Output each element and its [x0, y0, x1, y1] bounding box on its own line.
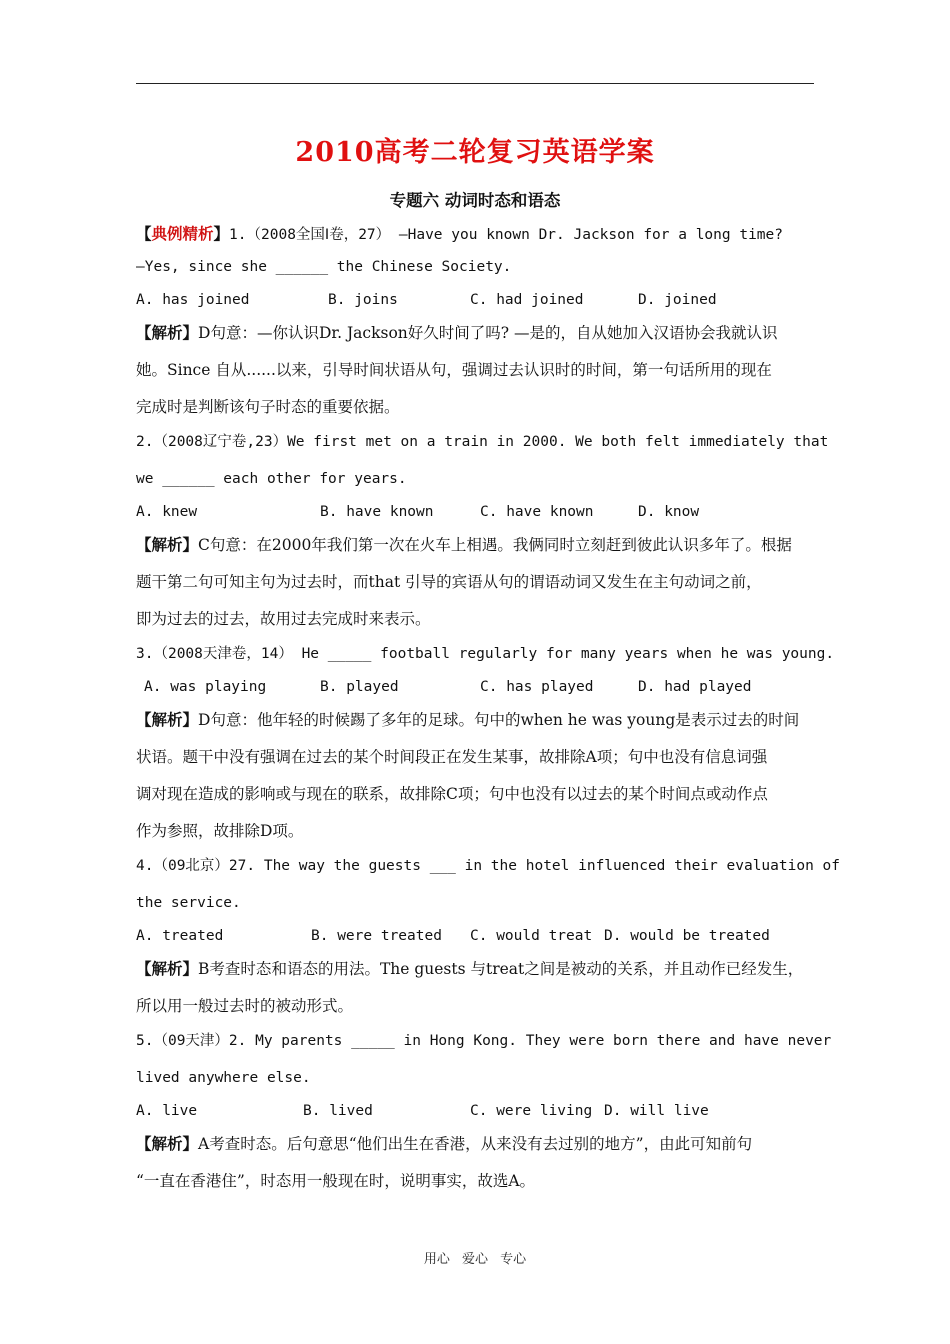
- question-3-analysis-line-2: 状语。题干中没有强调在过去的某个时间段正在发生某事，故排除A项；句中也没有信息词强: [136, 748, 768, 766]
- question-1-analysis-line-3: 完成时是判断该句子时态的重要依据。: [136, 398, 400, 416]
- question-1-line-2: —Yes, since she ______ the Chinese Society.: [136, 259, 512, 275]
- question-1-analysis-line-2: 她。Since 自从......以来，引导时间状语从句，强调过去认识时的时间，第一句话所用的现在: [136, 361, 772, 379]
- question-3-analysis-line-1: 【解析】D句意：他年轻的时候踢了多年的足球。句中的when he was young是表示过去的时间: [136, 710, 800, 729]
- question-5-option-a: A. live: [136, 1103, 198, 1119]
- question-1-analysis-line-1: 【解析】D句意：—你认识Dr. Jackson好久时间了吗? —是的，自从她加入汉语协会我就认识: [136, 323, 778, 342]
- question-4-line-1: 4.（09北京）27. The way the guests ___ in the hotel influenced their evaluation of: [136, 858, 841, 874]
- page-subtitle: 专题六 动词时态和语态: [389, 191, 561, 210]
- section-tag: 典例精析: [151, 224, 214, 243]
- question-1-option-c: C. had joined: [470, 292, 584, 308]
- header-rule: [136, 83, 814, 84]
- question-2-analysis-line-2: 题干第二句可知主句为过去时，而that 引导的宾语从句的谓语动词又发生在主句动词之前，: [136, 573, 762, 591]
- question-1-line-1: 【典例精析】1.（2008全国Ⅰ卷，27） —Have you known Dr. Jackson for a long time?: [136, 224, 783, 243]
- question-1-option-d: D. joined: [638, 292, 717, 308]
- question-5-line-2: lived anywhere else.: [136, 1070, 311, 1086]
- question-2-analysis-line-1: 【解析】C句意：在2000年我们第一次在火车上相遇。我俩同时立刻赶到彼此认识多年了。根据: [136, 535, 792, 554]
- page-footer: 用心 爱心 专心: [423, 1252, 527, 1267]
- question-4-analysis-line-1: 【解析】B考查时态和语态的用法。The guests 与treat之间是被动的关系，并且动作已经发生，: [136, 959, 804, 978]
- question-2-option-c: C. have known: [480, 504, 594, 520]
- question-2-option-d: D. know: [638, 504, 700, 520]
- question-5-option-b: B. lived: [303, 1103, 373, 1119]
- question-5-analysis-line-1: 【解析】A考查时态。后句意思“他们出生在香港，从来没有去过别的地方”，由此可知前句: [136, 1134, 753, 1153]
- question-4-analysis-line-2: 所以用一般过去时的被动形式。: [136, 997, 354, 1015]
- question-3-option-c: C. has played: [480, 679, 594, 695]
- question-2-line-2: we ______ each other for years.: [136, 471, 407, 487]
- question-1-option-a: A. has joined: [136, 292, 250, 308]
- question-2-option-a: A. knew: [136, 504, 198, 520]
- question-3-analysis-line-4: 作为参照，故排除D项。: [136, 822, 304, 840]
- page-title: 2010高考二轮复习英语学案: [295, 137, 655, 168]
- question-3-line-1: 3.（2008天津卷，14） He _____ football regularly for many years when he was young.: [136, 646, 835, 662]
- question-4-option-c: C. would treat: [470, 928, 593, 944]
- question-5-line-1: 5.（09天津）2. My parents _____ in Hong Kong. They were born there and have never: [136, 1033, 832, 1049]
- question-4-option-a: A. treated: [136, 928, 224, 944]
- question-5-option-d: D. will live: [604, 1103, 709, 1119]
- question-5-analysis-line-2: “一直在香港住”，时态用一般现在时，说明事实，故选A。: [136, 1172, 536, 1190]
- question-1-option-b: B. joins: [328, 292, 398, 308]
- question-4-line-2: the service.: [136, 895, 241, 911]
- question-3-option-d: D. had played: [638, 679, 752, 695]
- question-2-analysis-line-3: 即为过去的过去，故用过去完成时来表示。: [136, 610, 431, 628]
- question-2-option-b: B. have known: [320, 504, 434, 520]
- question-4-option-d: D. would be treated: [604, 928, 770, 944]
- question-3-option-a: A. was playing: [144, 679, 267, 695]
- question-3-analysis-line-3: 调对现在造成的影响或与现在的联系，故排除C项；句中也没有以过去的某个时间点或动作点: [136, 785, 768, 803]
- question-5-option-c: C. were living: [470, 1103, 593, 1119]
- question-3-option-b: B. played: [320, 679, 399, 695]
- question-4-option-b: B. were treated: [311, 928, 442, 944]
- question-2-line-1: 2.（2008辽宁卷,23）We first met on a train in 2000. We both felt immediately that: [136, 434, 829, 450]
